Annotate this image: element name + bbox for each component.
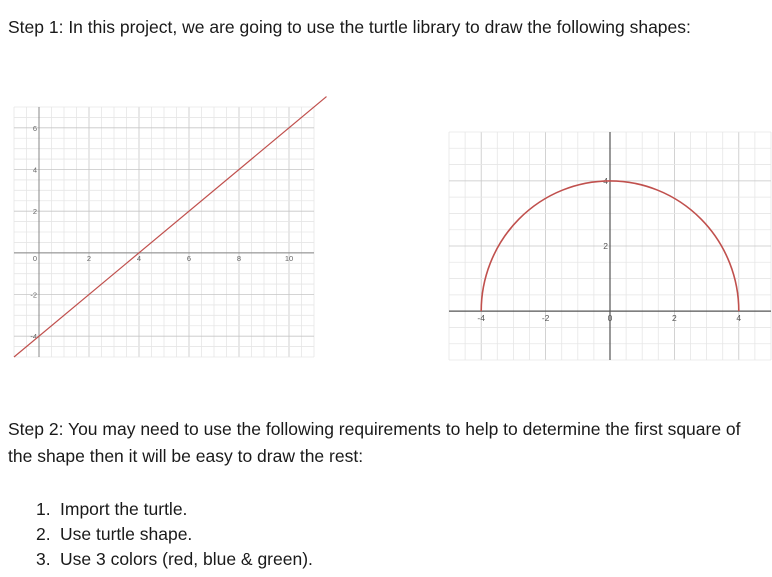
x-tick-label: 6 [186, 253, 192, 263]
x-tick-label: 4 [136, 253, 142, 263]
y-tick-label: 6 [32, 123, 37, 133]
list-item [36, 522, 313, 547]
x-tick-label: 4 [736, 313, 742, 324]
list-number: 2. [36, 524, 51, 544]
x-tick-label: 8 [236, 253, 242, 263]
list-text: Use 3 colors (red, blue & green). [60, 549, 313, 569]
y-tick-label: 4 [32, 165, 37, 175]
line-series [14, 97, 327, 357]
x-tick-label: -2 [541, 313, 550, 324]
list-text: Use turtle shape. [60, 524, 193, 544]
x-tick-label: 2 [672, 313, 677, 324]
list-item [36, 547, 313, 572]
x-tick-label: 0 [607, 313, 613, 324]
y-tick-label: 2 [32, 207, 37, 217]
x-tick-label: 10 [284, 253, 294, 263]
list-item [36, 497, 313, 522]
requirements-list [36, 497, 313, 572]
list-text: Import the turtle. [60, 499, 188, 519]
step-2-text: Step 2: You may need to use the following requirements to help to determine the first square of the shape then it will be easy to draw the rest: [8, 419, 741, 466]
y-tick-label: 4 [603, 175, 608, 186]
line-chart [14, 107, 314, 357]
y-tick-label: -4 [30, 332, 37, 342]
semicircle-chart [449, 132, 771, 360]
chart1-series [14, 97, 327, 357]
x-tick-label: 2 [86, 253, 92, 263]
y-tick-label: 0 [32, 253, 37, 263]
list-number: 3. [36, 549, 51, 569]
x-tick-label: -4 [477, 313, 485, 324]
step-1-text: Step 1: In this project, we are going to use the turtle library to draw the following shapes: [8, 17, 691, 37]
list-number: 1. [36, 499, 51, 519]
y-tick-label: -2 [30, 290, 37, 300]
y-tick-label: 2 [603, 241, 608, 251]
